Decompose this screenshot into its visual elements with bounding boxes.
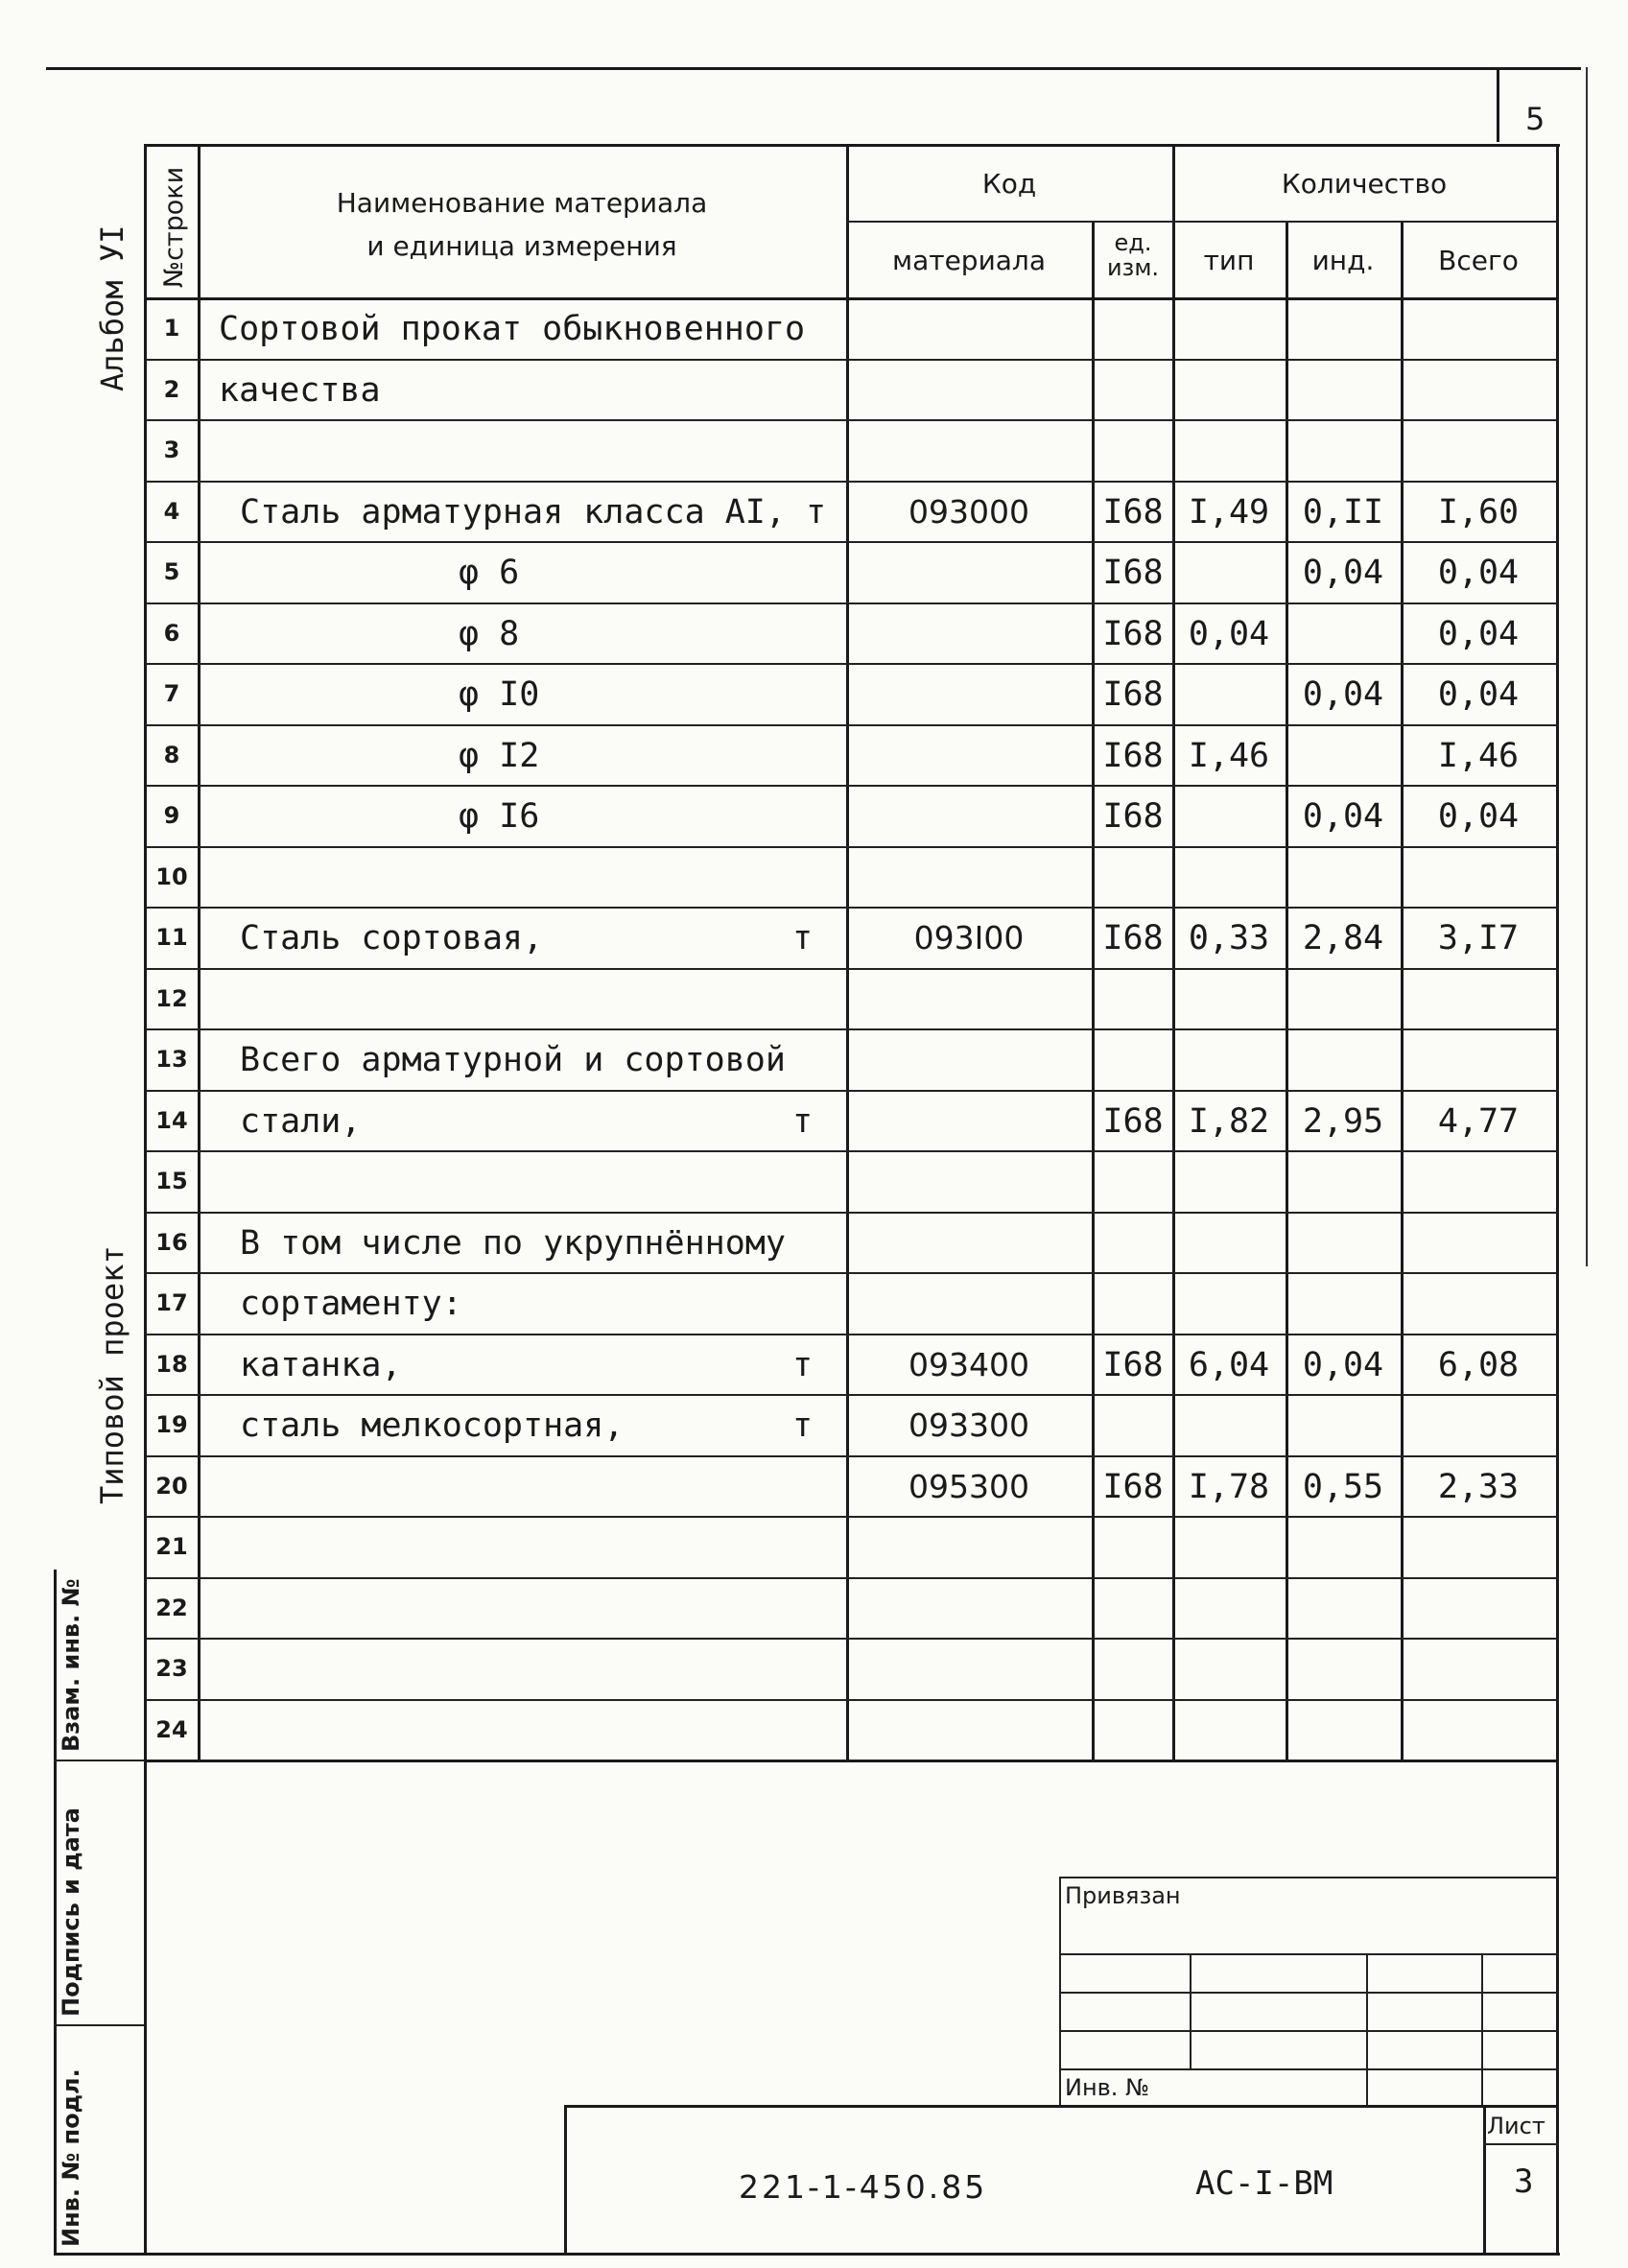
album-label: Альбом УI <box>94 224 130 391</box>
material-name: сталь мелкосортная, <box>240 1406 625 1445</box>
row-number: 7 <box>163 680 180 707</box>
row-number: 9 <box>163 802 180 829</box>
row-divider <box>146 1150 1558 1152</box>
row-number: 21 <box>155 1533 188 1560</box>
tb-v1 <box>1190 1953 1192 2068</box>
cell-ind: 0,04 <box>1302 554 1384 592</box>
header-col-material: материала <box>891 245 1046 276</box>
cell-ind: 0,04 <box>1302 797 1384 836</box>
row-number: 8 <box>163 741 180 768</box>
header-name-line2: и единица измерения <box>366 230 677 262</box>
tb-sheet-rule <box>1483 2143 1558 2145</box>
row-number: 12 <box>155 984 188 1012</box>
material-name: Сталь арматурная класса АI, т <box>240 492 827 532</box>
row-divider <box>146 359 1558 361</box>
page-number: 5 <box>1525 101 1545 137</box>
cell-total: 0,04 <box>1437 675 1520 714</box>
row-number: 22 <box>155 1594 188 1621</box>
cell-unit: I68 <box>1102 1345 1164 1384</box>
material-name: φ 8 <box>459 614 520 653</box>
row-divider <box>146 1455 1558 1457</box>
cell-ind: 2,95 <box>1302 1101 1384 1141</box>
material-name: катанка, <box>240 1345 402 1384</box>
stamp-bottom <box>54 2253 1560 2256</box>
cell-typ: 0,04 <box>1188 614 1270 653</box>
page-right-edge <box>1586 67 1588 1266</box>
cell-unit: I68 <box>1102 675 1164 714</box>
row-divider <box>146 481 1558 483</box>
header-name-line1: Наименование материала <box>336 187 708 219</box>
unit-suffix: т <box>792 919 814 957</box>
row-number: 15 <box>155 1168 188 1194</box>
cell-ind: 0,II <box>1302 492 1384 532</box>
col-unit-left <box>1092 221 1095 1761</box>
cell-code: 095300 <box>908 1467 1029 1505</box>
material-name: качества <box>219 370 381 410</box>
row-divider <box>146 541 1558 543</box>
cell-typ: 0,33 <box>1188 919 1270 957</box>
material-name: стали, <box>240 1101 362 1141</box>
header-row-no: №строки <box>159 166 189 288</box>
material-name: φ 6 <box>459 554 520 592</box>
row-number: 17 <box>155 1289 188 1316</box>
cell-typ: I,46 <box>1188 736 1270 775</box>
header-col-type: тип <box>1203 245 1255 276</box>
row-divider <box>146 968 1558 970</box>
row-number: 13 <box>155 1046 188 1073</box>
stamp-left-edge <box>54 1570 57 2255</box>
col-total-left <box>1401 221 1404 1761</box>
material-name: Всего арматурной и сортовой <box>240 1041 786 1079</box>
cell-unit: I68 <box>1102 492 1164 532</box>
header-code-group: Код <box>981 168 1037 200</box>
cell-code: 093400 <box>908 1345 1029 1383</box>
row-divider <box>146 602 1558 604</box>
material-name: сортаменту: <box>240 1285 462 1323</box>
row-number: 1 <box>163 315 180 342</box>
header-col-ind: инд. <box>1311 245 1375 276</box>
tb-doc-mark: АС-I-ВМ <box>1195 2164 1333 2203</box>
cell-typ: I,49 <box>1188 492 1270 532</box>
col-name-left <box>198 144 201 1761</box>
row-number: 18 <box>155 1350 188 1378</box>
header-qty-group: Количество <box>1281 168 1448 200</box>
cell-typ: 6,04 <box>1188 1345 1270 1384</box>
cell-ind: 0,04 <box>1302 1345 1384 1384</box>
row-number: 23 <box>155 1655 188 1682</box>
tb-main-left <box>564 2105 567 2255</box>
cell-ind: 0,04 <box>1302 675 1384 714</box>
row-number: 16 <box>155 1228 188 1256</box>
cell-code: 093300 <box>908 1406 1029 1444</box>
project-label: Типовой проект <box>94 1245 130 1504</box>
tb-v3 <box>1481 1953 1483 2107</box>
row-divider <box>146 785 1558 787</box>
cell-total: 3,I7 <box>1437 919 1520 957</box>
cell-typ: I,78 <box>1188 1467 1270 1506</box>
tb-rule-3 <box>1059 1992 1558 1994</box>
row-number: 19 <box>155 1411 188 1438</box>
row-divider <box>146 1638 1558 1640</box>
cell-unit: I68 <box>1102 797 1164 836</box>
cell-code: 093000 <box>908 492 1029 531</box>
tb-sheet-label: Лист <box>1487 2113 1545 2139</box>
cell-total: I,46 <box>1437 736 1520 775</box>
row-number: 10 <box>155 862 188 890</box>
col-ind-left <box>1286 221 1288 1761</box>
unit-suffix: т <box>792 1406 814 1445</box>
cell-total: 6,08 <box>1437 1345 1520 1384</box>
material-name: Сортовой прокат обыкновенного <box>219 310 806 348</box>
cell-unit: I68 <box>1102 1467 1164 1506</box>
top-rule <box>46 67 1581 70</box>
row-divider <box>146 419 1558 421</box>
cell-total: I,60 <box>1437 492 1520 532</box>
material-name: φ I0 <box>459 675 540 714</box>
page-number-box-left <box>1497 67 1499 142</box>
row-divider <box>146 663 1558 665</box>
row-number: 6 <box>163 619 180 647</box>
tb-left <box>1059 1877 1061 2107</box>
cell-total: 0,04 <box>1437 797 1520 836</box>
tb-rule-1 <box>1059 1877 1558 1878</box>
row-number: 20 <box>155 1472 188 1500</box>
row-divider <box>146 1090 1558 1092</box>
material-name: φ I6 <box>459 797 540 836</box>
header-bottom <box>146 297 1558 300</box>
cell-total: 0,04 <box>1437 614 1520 653</box>
tb-sheet-left <box>1483 2105 1486 2255</box>
cell-total: 4,77 <box>1437 1101 1520 1141</box>
tb-rule-4 <box>1059 2030 1558 2032</box>
row-divider <box>146 1028 1558 1030</box>
unit-suffix: т <box>792 1101 814 1141</box>
row-divider <box>146 1394 1558 1396</box>
unit-suffix: т <box>792 1345 814 1384</box>
material-name: В том числе по укрупнённому <box>240 1223 786 1263</box>
stamp-label-signature-date: Подпись и дата <box>58 1807 84 2017</box>
stamp-divider-2 <box>54 2024 146 2026</box>
cell-unit: I68 <box>1102 1101 1164 1141</box>
cell-ind: 0,55 <box>1302 1467 1384 1506</box>
cell-total: 0,04 <box>1437 554 1520 592</box>
row-divider <box>146 1272 1558 1274</box>
row-number: 3 <box>163 437 180 463</box>
row-number: 2 <box>163 375 180 403</box>
tb-rule-2 <box>1059 1953 1558 1955</box>
tb-bound-label: Привязан <box>1065 1882 1181 1909</box>
row-divider <box>146 1577 1558 1579</box>
row-number: 4 <box>163 497 180 525</box>
cell-ind: 2,84 <box>1302 919 1384 957</box>
row-divider <box>146 1212 1558 1214</box>
tb-doc-code: 221-1-450.85 <box>739 2168 988 2206</box>
material-name: Сталь сортовая, <box>240 919 544 957</box>
table-body-bottom <box>146 1760 1558 1762</box>
row-divider <box>146 1516 1558 1518</box>
row-divider <box>146 724 1558 726</box>
row-divider <box>146 1334 1558 1335</box>
cell-unit: I68 <box>1102 919 1164 957</box>
tb-inv-label: Инв. № <box>1065 2074 1150 2101</box>
row-number: 14 <box>155 1106 188 1134</box>
cell-code: 093I00 <box>913 919 1025 957</box>
table-top <box>146 144 1560 147</box>
row-divider <box>146 907 1558 909</box>
table-right <box>1556 144 1559 2255</box>
material-name: φ I2 <box>459 736 540 775</box>
header-subrule <box>846 221 1558 223</box>
tb-sheet-value: 3 <box>1514 2162 1534 2201</box>
cell-total: 2,33 <box>1437 1467 1520 1506</box>
row-number: 11 <box>155 924 188 951</box>
header-col-unit: ед. изм. <box>1106 229 1160 281</box>
stamp-label-inv-orig: Инв. № подл. <box>58 2068 84 2247</box>
row-divider <box>146 846 1558 848</box>
header-col-total: Всего <box>1438 245 1519 276</box>
stamp-label-replace-inv: Взам. инв. № <box>58 1578 84 1752</box>
cell-unit: I68 <box>1102 736 1164 775</box>
cell-unit: I68 <box>1102 614 1164 653</box>
cell-unit: I68 <box>1102 554 1164 592</box>
row-number: 24 <box>155 1715 188 1743</box>
tb-main-top <box>564 2105 1558 2108</box>
tb-v2 <box>1366 1953 1368 2107</box>
row-number: 5 <box>163 558 180 585</box>
cell-typ: I,82 <box>1188 1101 1270 1141</box>
stamp-divider-1 <box>54 1760 146 1761</box>
row-divider <box>146 1699 1558 1701</box>
tb-rule-5 <box>1059 2068 1558 2070</box>
